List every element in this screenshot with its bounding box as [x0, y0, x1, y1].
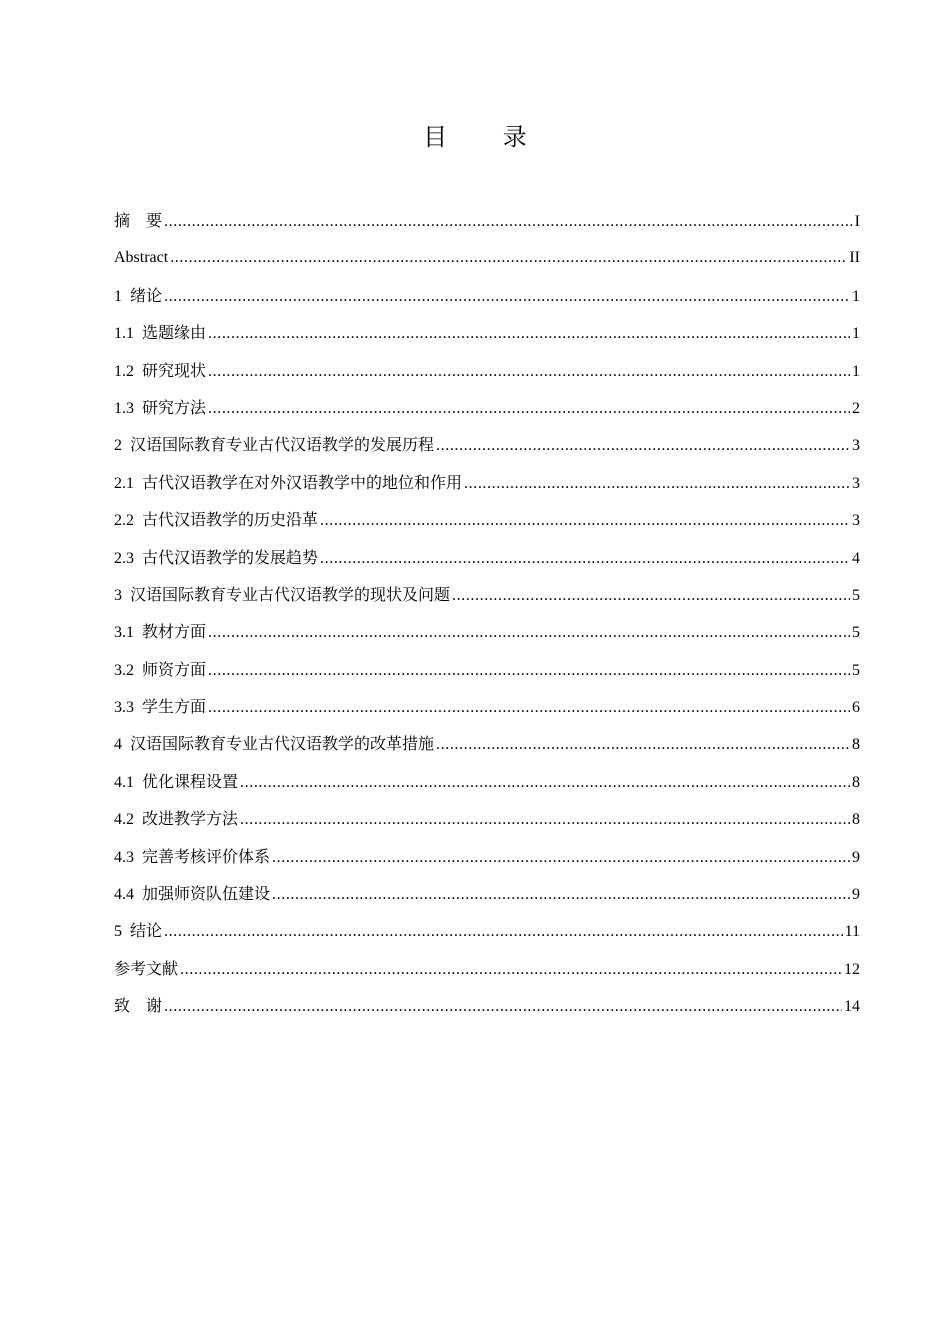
toc-entry-text: 汉语国际教育专业古代汉语教学的现状及问题 [130, 584, 451, 604]
toc-entry-references[interactable] [114, 950, 860, 987]
toc-entry-2[interactable] [114, 426, 860, 463]
toc-entry-3-1[interactable] [114, 613, 860, 650]
toc-leader-dots [208, 652, 850, 689]
toc-leader-dots [240, 764, 850, 801]
toc-entry-page: 8 [852, 811, 860, 829]
toc-entry-3-3[interactable] [114, 688, 860, 725]
toc-entry-page: 5 [852, 586, 860, 604]
toc-entry-text: 参考文献 [114, 958, 179, 978]
toc-entry-text: 摘 要 [114, 211, 163, 230]
toc-entry-4-2[interactable] [114, 800, 860, 837]
toc-entry-abstract-en[interactable] [114, 239, 860, 276]
toc-entry-text: 汉语国际教育专业古代汉语教学的改革措施 [130, 734, 435, 754]
toc-entry-text: 绪论 [130, 285, 163, 305]
toc-entry-page: I [854, 213, 860, 230]
toc-entry-number: 2 [114, 437, 122, 455]
toc-entry-4-4[interactable] [114, 875, 860, 912]
toc-entry-text: 改进教学方法 [142, 809, 239, 829]
toc-entry-number: 2.2 [114, 512, 134, 530]
toc-entry-1[interactable] [114, 277, 860, 314]
toc-leader-dots [164, 913, 843, 950]
toc-entry-1-3[interactable] [114, 389, 860, 426]
toc-entry-page: 1 [852, 287, 860, 305]
toc-entry-4-3[interactable] [114, 838, 860, 875]
toc-leader-dots [208, 614, 850, 651]
toc-leader-dots [320, 540, 850, 577]
toc-entry-2-2[interactable] [114, 501, 860, 538]
toc-leader-dots [170, 239, 847, 276]
toc-entry-text: 教材方面 [142, 622, 207, 642]
toc-entry-text: 致 谢 [114, 996, 163, 1016]
toc-leader-dots [208, 390, 850, 427]
toc-entry-page: 9 [852, 886, 860, 904]
toc-entry-number: 4.4 [114, 886, 134, 904]
toc-entry-text: 古代汉语教学在对外汉语教学中的地位和作用 [142, 472, 463, 492]
toc-leader-dots [272, 876, 850, 913]
toc-entry-number: 2.1 [114, 474, 134, 492]
toc-entry-number: 2.3 [114, 549, 134, 567]
toc-leader-dots [208, 315, 850, 352]
toc-entry-text: 结论 [130, 921, 163, 941]
toc-leader-dots [180, 951, 842, 988]
toc-entry-1-2[interactable] [114, 352, 860, 389]
toc-entry-text: Abstract [114, 249, 169, 267]
toc-entry-text: 古代汉语教学的发展趋势 [142, 547, 319, 567]
toc-entry-text: 学生方面 [142, 697, 207, 717]
page-title: 目 录 [423, 123, 551, 151]
toc-entry-text: 完善考核评价体系 [142, 846, 271, 866]
toc-entry-4-1[interactable] [114, 763, 860, 800]
toc-entry-number: 3.3 [114, 699, 134, 717]
table-of-contents [114, 202, 860, 1025]
toc-entry-text: 研究方法 [142, 397, 207, 417]
toc-leader-dots [164, 278, 850, 315]
toc-entry-number: 4 [114, 736, 122, 754]
toc-entry-page: 5 [852, 661, 860, 679]
toc-entry-page: 6 [852, 699, 860, 717]
toc-entry-page: 8 [852, 736, 860, 754]
toc-entry-page: 9 [852, 848, 860, 866]
toc-entry-page: 1 [852, 362, 860, 380]
toc-entry-page: 12 [844, 960, 860, 978]
toc-entry-number: 4.1 [114, 773, 134, 791]
toc-leader-dots [320, 502, 850, 539]
toc-entry-number: 3.2 [114, 661, 134, 679]
toc-entry-1-1[interactable] [114, 314, 860, 351]
toc-leader-dots [164, 988, 842, 1025]
toc-entry-number: 1.3 [114, 399, 134, 417]
toc-entry-text: 加强师资队伍建设 [142, 884, 271, 904]
toc-entry-page: 1 [852, 325, 860, 343]
toc-leader-dots [464, 465, 850, 502]
toc-leader-dots [208, 689, 850, 726]
toc-entry-number: 3 [114, 586, 122, 604]
toc-entry-3[interactable] [114, 576, 860, 613]
toc-entry-number: 3.1 [114, 624, 134, 642]
toc-entry-5[interactable] [114, 912, 860, 949]
toc-leader-dots [272, 839, 850, 876]
toc-entry-text: 师资方面 [142, 659, 207, 679]
toc-entry-abstract-cn[interactable] [114, 202, 860, 239]
toc-entry-page: 14 [844, 998, 860, 1016]
toc-entry-page: 3 [852, 512, 860, 530]
toc-entry-number: 1.2 [114, 362, 134, 380]
toc-entry-page: 3 [852, 437, 860, 455]
toc-entry-page: II [849, 249, 860, 267]
toc-entry-page: 5 [852, 624, 860, 642]
toc-entry-2-1[interactable] [114, 464, 860, 501]
toc-entry-number: 4.2 [114, 811, 134, 829]
toc-entry-2-3[interactable] [114, 539, 860, 576]
toc-entry-page: 4 [852, 549, 860, 567]
toc-entry-page: 3 [852, 474, 860, 492]
toc-entry-number: 4.3 [114, 848, 134, 866]
toc-entry-page: 2 [852, 399, 860, 417]
toc-entry-text: 研究现状 [142, 360, 207, 380]
toc-leader-dots [452, 577, 850, 614]
toc-leader-dots [240, 801, 850, 838]
toc-entry-text: 选题缘由 [142, 323, 207, 343]
toc-leader-dots [436, 726, 850, 763]
toc-leader-dots [164, 203, 853, 240]
toc-entry-text: 优化课程设置 [142, 771, 239, 791]
toc-entry-number: 1.1 [114, 325, 134, 343]
toc-leader-dots [208, 353, 850, 390]
toc-entry-number: 5 [114, 923, 122, 941]
toc-entry-number: 1 [114, 287, 122, 305]
toc-entry-3-2[interactable] [114, 651, 860, 688]
toc-entry-text: 古代汉语教学的历史沿革 [142, 510, 319, 530]
toc-entry-text: 汉语国际教育专业古代汉语教学的发展历程 [130, 435, 435, 455]
toc-entry-4[interactable] [114, 725, 860, 762]
toc-entry-acknowledgements[interactable] [114, 987, 860, 1024]
toc-entry-page: 11 [844, 923, 860, 941]
toc-leader-dots [436, 427, 850, 464]
toc-entry-page: 8 [852, 773, 860, 791]
